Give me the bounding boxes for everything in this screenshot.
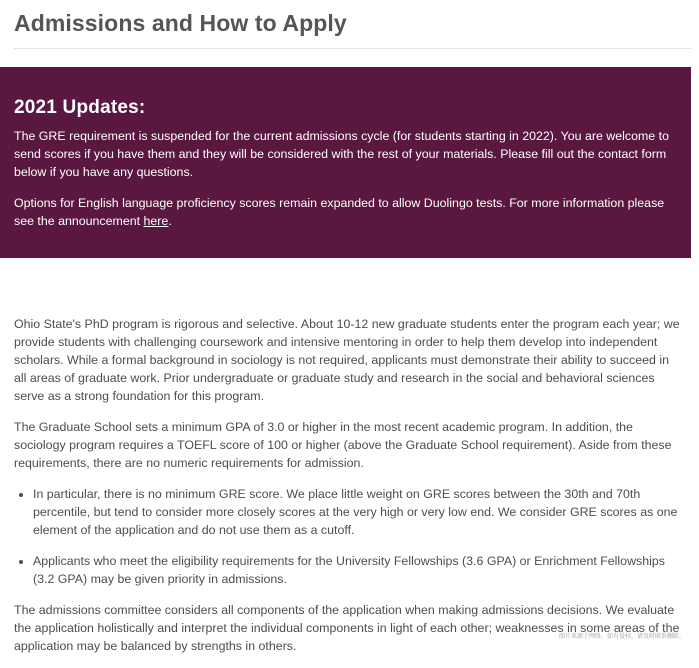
- gre-score-bullet: • In particular, there is no minimum GRE score. We place little weight on GRE scores between the 30th and 70th percentile, but tend to consider more closely scores at the very high or very low end. We consider GRE scores as one element of the application and do not use them as a cutoff.: [33, 485, 684, 539]
- english-proficiency-paragraph: [14, 194, 679, 230]
- title-divider: [14, 48, 691, 49]
- updates-banner: [0, 67, 691, 258]
- english-proficiency-text: Options for English language proficiency scores remain expanded to allow Duolingo tests. For more information please see the announcement: [14, 196, 665, 228]
- english-proficiency-period: .: [168, 214, 172, 228]
- announcement-link[interactable]: here: [143, 214, 169, 228]
- watermark: 图片来源于网络，如有侵权，请及时联系删除。: [558, 634, 685, 640]
- committee-paragraph: The admissions committee considers all components of the application when making admissions decisions. We evaluate the application holistically and interpret the individual components in light of each other; weaknesses in some areas of the application may be balanced by strengths in others.: [14, 603, 680, 653]
- requirements-paragraph: The Graduate School sets a minimum GPA of 3.0 or higher in the most recent academic program. In addition, the sociology program requires a TOEFL score of 100 or higher (above the Graduate School requirement). Aside from these requirements, there are no numeric requirements for admission.: [14, 420, 672, 470]
- page-title: Admissions and How to Apply: [14, 10, 347, 36]
- fellowship-bullet: • Applicants who meet the eligibility requirements for the University Fellowships (3.6 GPA) or Enrichment Fellowships (3.2 GPA) may be given priority in admissions.: [33, 552, 684, 588]
- updates-heading: 2021 Updates:: [14, 97, 146, 118]
- admissions-content: [14, 315, 684, 668]
- program-intro-paragraph: Ohio State's PhD program is rigorous and selective. About 10-12 new graduate students enter the program each year; we provide students with challenging coursework and intensive mentoring in order to help them develop into independent scholars. While a formal background in sociology is not required, applicants must demonstrate their ability to succeed in all areas of graduate work. Prior undergraduate or graduate study and research in the social and behavioral sciences serve as a strong foundation for this program.: [14, 317, 680, 403]
- gre-update-paragraph: The GRE requirement is suspended for the current admissions cycle (for students starting in 2022). You are welcome to send scores if you have them and they will be considered with the rest of your materials. Please fill out the contact form below if you have any questions.: [14, 129, 669, 179]
- requirements-list: [14, 485, 684, 588]
